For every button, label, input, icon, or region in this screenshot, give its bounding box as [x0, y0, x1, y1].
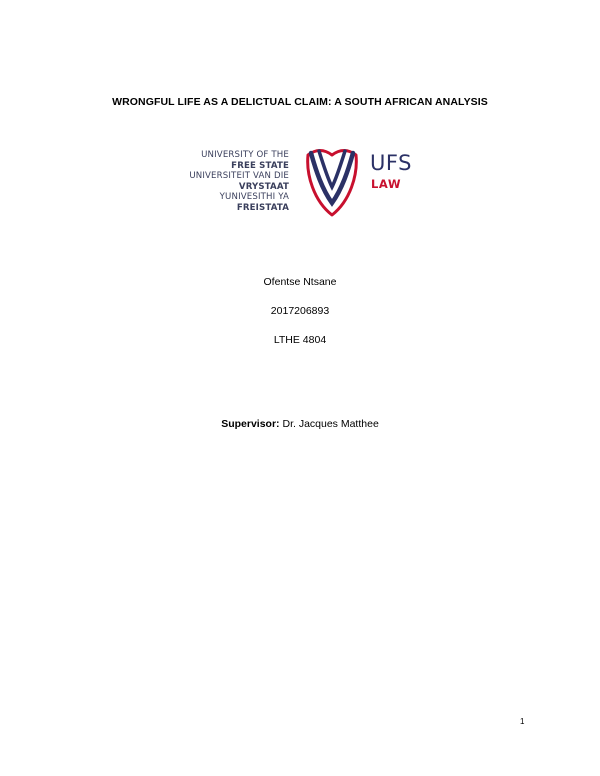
logo-line: VRYSTAAT [238, 181, 289, 192]
page-number: 1 [520, 717, 525, 726]
ufs-wordmark: UFS [370, 151, 412, 175]
logo-line: FREISTATA [236, 202, 289, 213]
logo-line: UNIVERSITY OF THE [201, 150, 289, 160]
law-wordmark: LAW [371, 177, 402, 191]
logo-line: FREE STATE [231, 160, 289, 171]
university-name-block [176, 150, 289, 214]
student-number: 2017206893 [270, 305, 330, 317]
supervisor-line [0, 418, 600, 430]
document-title: WRONGFUL LIFE AS A DELICTUAL CLAIM: A SOUTH AFRICAN ANALYSIS [112, 96, 488, 108]
logo-line: YUNIVESITHI YA [219, 192, 289, 203]
ufs-emblem-icon [302, 145, 362, 217]
logo-line: UNIVERSITEIT VAN DIE [189, 171, 289, 182]
author-name: Ofentse Ntsane [263, 276, 337, 288]
module-code: LTHE 4804 [273, 334, 327, 346]
ufs-law-logo [176, 144, 428, 218]
supervisor-name: Dr. Jacques Matthee [282, 418, 379, 430]
supervisor-label: Supervisor: [221, 418, 280, 430]
